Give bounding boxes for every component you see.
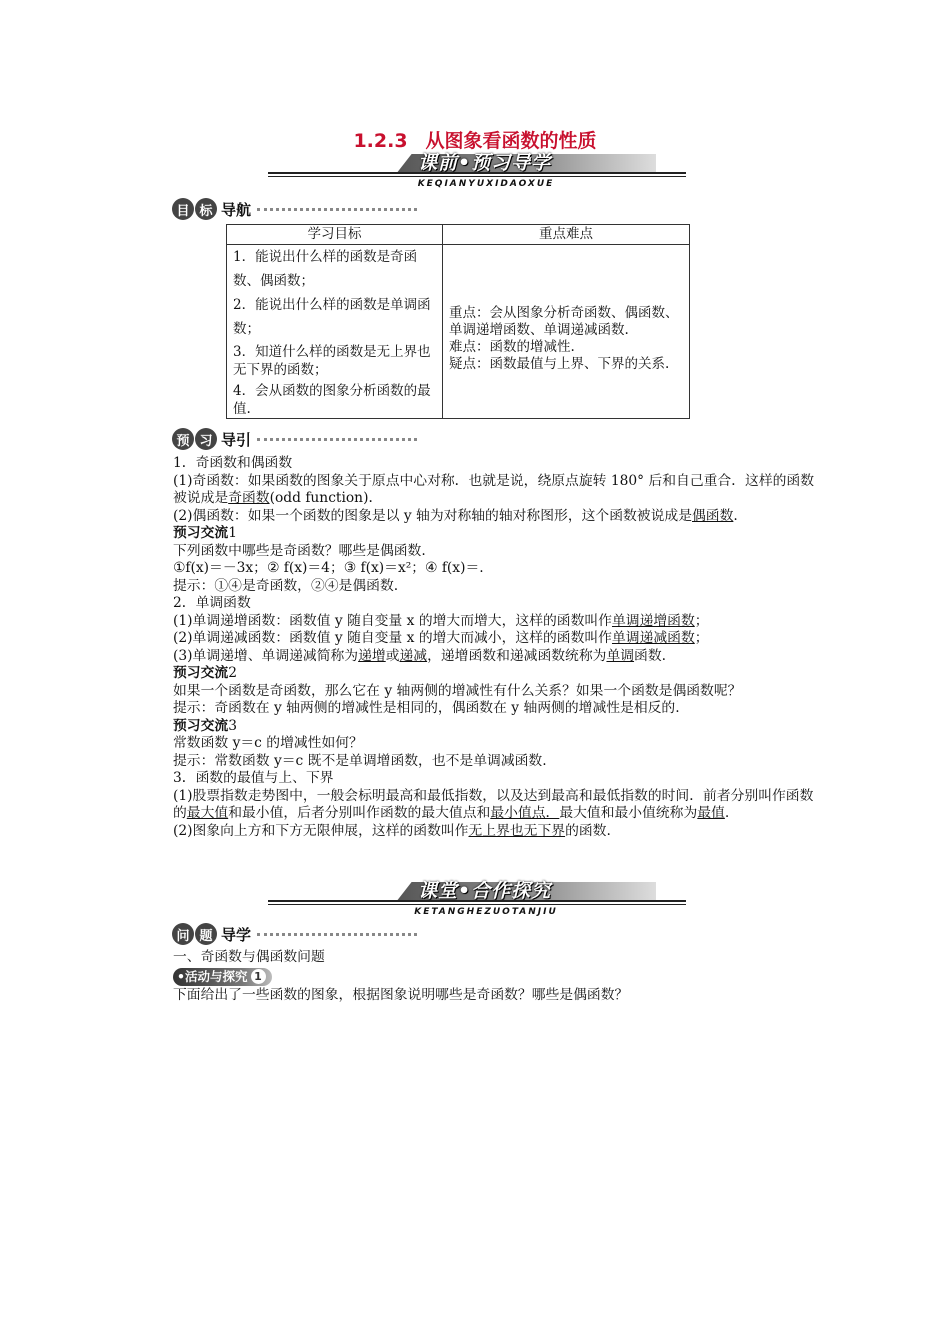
badge-char: 习: [195, 428, 217, 450]
key-term: 偶函数: [692, 507, 734, 524]
key-term: 最值: [697, 805, 725, 821]
goal-item: 2．能说出什么样的函数是单调函数；: [233, 297, 431, 337]
subheading: 3．函数的最值与上、下界: [173, 770, 334, 786]
banner-rest: 预习导学: [471, 152, 552, 174]
goal-item: 1．能说出什么样的函数是奇函数、偶函数；: [233, 249, 418, 289]
badge-char: 问: [172, 923, 194, 945]
key-term: 最大值: [186, 805, 229, 821]
banner-dot: •: [458, 880, 472, 902]
focus-item: 疑点：函数最值与上界、下界的关系.: [449, 356, 670, 372]
badge-char: 预: [172, 428, 194, 450]
exercise-title: 预习交流3: [173, 717, 237, 734]
paragraph: (1)股票指数走势图中，一般会标明最高和最低指数，以及达到最高和最低指数的时间．前者分别叫作函数的最大值和最小值，后者分别叫作函数的最大值点和最小值点．最大值和最小值统称为最值.: [173, 787, 814, 821]
paragraph: (3)单调递增、单调递减简称为递增或递减，递增函数和递减函数统称为单调函数.: [173, 647, 667, 664]
activity-label-row: [137, 968, 819, 987]
banner-pinyin: KETANGHEZUOTANJIU: [414, 907, 558, 917]
section-header-preview: [172, 428, 417, 450]
banner-main: 课堂: [418, 880, 459, 902]
focus-cell: [443, 245, 690, 419]
key-term: 奇函数: [228, 490, 270, 506]
paragraph: (2)图象向上方和下方无限伸展，这样的函数叫作无上界也无下界的函数.: [173, 822, 611, 839]
activity-badge: •活动与探究 1: [173, 968, 272, 986]
section-title: 从图象看函数的性质: [425, 130, 597, 152]
table-header: 重点难点: [443, 225, 690, 245]
part-heading: 一、奇函数与偶函数问题: [173, 949, 325, 965]
exercise-question: 如果一个函数是奇函数，那么它在 y 轴两侧的增减性有什么关系？如果一个函数是偶函数呢？: [173, 682, 742, 699]
key-term: 递减: [399, 647, 428, 664]
banner-rest: 合作探究: [471, 880, 552, 902]
exercise-title: 预习交流2: [173, 665, 237, 681]
exercise-question: 常数函数 y＝c 的增减性如何？: [173, 735, 363, 751]
banner-pinyin: KEQIANYUXIDAOXUE: [417, 179, 555, 189]
key-term: 递增: [358, 647, 386, 664]
dotted-leader: [257, 933, 417, 936]
section-header-goals: [172, 198, 417, 220]
table-header: 学习目标: [227, 225, 443, 245]
banner-classroom: [268, 880, 686, 917]
key-term: 单调: [606, 647, 635, 664]
exercise-hint: 提示：①④是奇函数，②④是偶函数.: [173, 577, 399, 594]
banner-dot: •: [458, 152, 472, 174]
paragraph: (1)奇函数：如果函数的图象关于原点中心对称．也就是说，绕原点旋转 180° 后和自己重合．这样的函数被说成是奇函数(odd function)．: [173, 472, 815, 506]
exercise-list: ①f(x)＝－3x；② f(x)＝4；③ f(x)＝x²；④ f(x)＝.: [173, 560, 484, 576]
key-term: 单调递减函数: [611, 630, 695, 646]
dotted-leader: [257, 208, 417, 211]
section-number: 1.2.3: [353, 130, 408, 152]
key-term: 无上界也无下界: [468, 822, 566, 839]
subheading: 1．奇函数和偶函数: [173, 455, 293, 471]
goals-table-wrap: [226, 224, 690, 419]
section-header-text: 导引: [221, 430, 252, 449]
banner-main: 课前: [418, 152, 459, 174]
key-term: 单调递增函数: [611, 612, 695, 629]
section-header-text: 导航: [221, 200, 252, 219]
goal-item: 3．知道什么样的函数是无上界也无下界的函数；: [233, 344, 431, 378]
key-term: 最小值点．: [490, 805, 560, 821]
exercise-question: 下列函数中哪些是奇函数？哪些是偶函数.: [173, 542, 426, 559]
exercise-hint: 提示：常数函数 y＝c 既不是单调增函数，也不是单调减函数.: [173, 752, 547, 769]
focus-item: 重点：会从图象分析奇函数、偶函数、单调递增函数、单调递减函数.: [449, 305, 679, 338]
goals-cell: [227, 245, 443, 419]
subheading: 2．单调函数: [173, 595, 251, 611]
badge-char: 目: [172, 198, 194, 220]
section-header-text: 导学: [221, 925, 252, 944]
section-header-problem: [172, 923, 417, 945]
problem-content: [137, 949, 819, 1005]
activity-question: 下面给出了一些函数的图象，根据图象说明哪些是奇函数？哪些是偶函数？: [173, 987, 629, 1004]
banner-preview: [268, 152, 686, 189]
badge-char: 题: [195, 923, 217, 945]
paragraph: (1)单调递增函数：函数值 y 随自变量 x 的增大而增大，这样的函数叫作单调递增函数；: [173, 612, 709, 629]
focus-item: 难点：函数的增减性.: [449, 339, 575, 355]
exercise-hint: 提示：奇函数在 y 轴两侧的增减性是相同的，偶函数在 y 轴两侧的增减性是相反的.: [173, 700, 680, 716]
paragraph: (2)偶函数：如果一个函数的图象是以 y 轴为对称轴的轴对称图形，这个函数被说成是偶函数.: [173, 507, 738, 524]
goal-item: 4．会从函数的图象分析函数的最值.: [233, 383, 431, 417]
exercise-title: 预习交流1: [173, 525, 237, 541]
preview-content: [137, 455, 819, 840]
dotted-leader: [257, 438, 417, 441]
goals-table: [226, 224, 690, 419]
paragraph: (2)单调递减函数：函数值 y 随自变量 x 的增大而减小，这样的函数叫作单调递减函数；: [173, 630, 709, 646]
badge-char: 标: [195, 198, 217, 220]
